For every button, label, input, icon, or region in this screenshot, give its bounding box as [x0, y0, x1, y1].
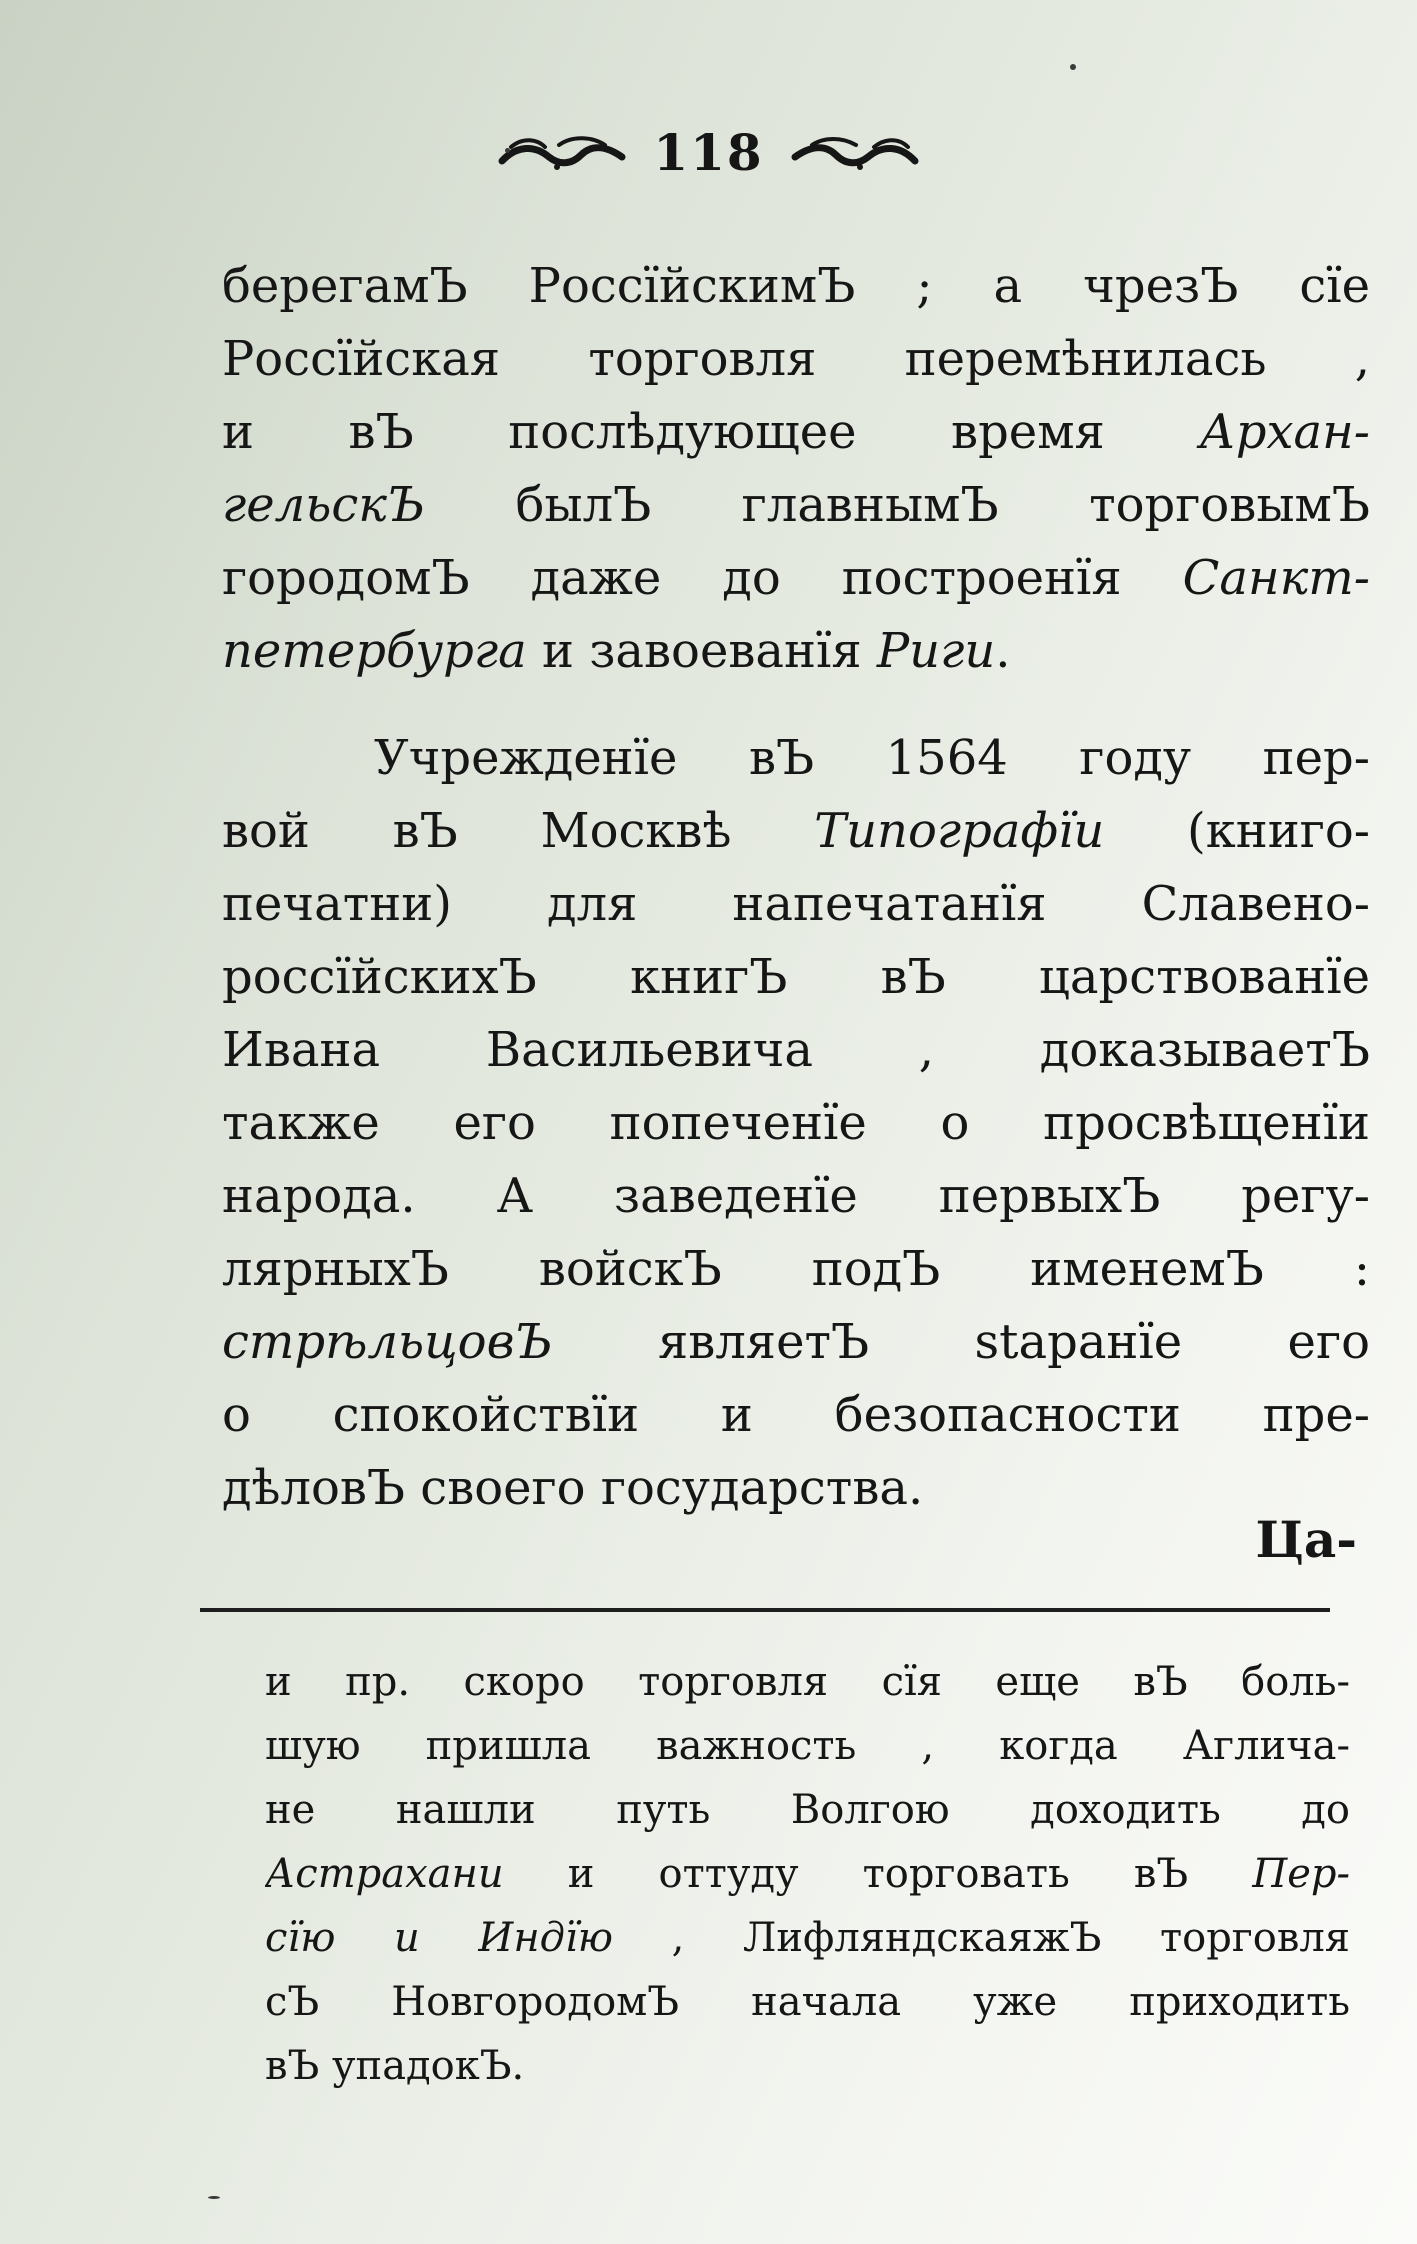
text-line: [222, 795, 1370, 868]
footnote-line: [265, 1970, 1350, 2034]
text-run: и завоеванїя: [526, 623, 877, 679]
text-run: и оттуду торговать вЪ: [503, 1851, 1253, 1897]
text-run: не нашли путь Волгою доходить до: [265, 1787, 1350, 1833]
text-line: [222, 868, 1370, 941]
text-line: [222, 250, 1370, 323]
footnote-line: [265, 1778, 1350, 1842]
paper-speck: [208, 2196, 220, 2199]
footnote-line: [265, 1906, 1350, 1970]
text-run: шую пришла важность , когда Агличa-: [265, 1723, 1350, 1769]
right-ornament-icon: [790, 131, 920, 173]
text-run: и вЪ послѣдующее время: [222, 404, 1200, 460]
page-number: 118: [653, 122, 764, 182]
text-run: о спокойствїи и безопасности пре-: [222, 1387, 1370, 1443]
text-run: .: [995, 623, 1011, 679]
text-run: являетЪ staранїе его: [552, 1314, 1370, 1370]
text-run: россїйскихЪ книгЪ вЪ царствованїе: [222, 949, 1370, 1005]
text-line: [222, 615, 1370, 688]
text-run: лярныхЪ войскЪ подЪ именемЪ :: [222, 1241, 1370, 1297]
text-run: Ивана Васильевича , доказываетЪ: [222, 1022, 1370, 1078]
text-run: городомЪ даже до построенїя: [222, 550, 1183, 606]
footnote-line: [265, 1650, 1350, 1714]
page-header: [0, 112, 1417, 192]
text-run: сїю и Индїю: [265, 1915, 614, 1961]
text-run: (книго-: [1104, 803, 1370, 859]
footnote-divider: [200, 1608, 1330, 1612]
text-run: также его попеченїе о просвѣщенїи: [222, 1095, 1370, 1151]
text-line: [222, 722, 1370, 795]
text-run: Россїйская торговля перемѣнилась ,: [222, 331, 1370, 387]
text-line: [222, 1233, 1370, 1306]
text-line: [222, 1306, 1370, 1379]
text-run: Риги: [876, 623, 996, 679]
text-run: берегамЪ РоссїйскимЪ ; а чрезЪ сїе: [222, 258, 1370, 314]
text-run: Типографїи: [814, 803, 1105, 859]
text-run: Учрежденїе вЪ 1564 году пер-: [374, 730, 1370, 786]
text-line: [222, 1014, 1370, 1087]
footnote-line: [265, 2034, 1350, 2098]
text-run: Архан-: [1199, 404, 1370, 460]
text-line: [222, 1087, 1370, 1160]
footnote-line: [265, 1842, 1350, 1906]
text-run: дѣловЪ своего государства.: [222, 1460, 924, 1516]
footnote-line: [265, 1714, 1350, 1778]
paragraph-gap: [222, 688, 1370, 722]
text-run: вой вЪ Москвѣ: [222, 803, 815, 859]
text-run: , ЛифляндскаяжЪ торговля: [613, 1915, 1350, 1961]
text-line: [222, 1452, 1370, 1525]
footnote: [265, 1650, 1350, 2098]
text-line: [222, 941, 1370, 1014]
paper-speck: [1070, 64, 1076, 70]
text-line: [222, 323, 1370, 396]
paper-speck: [505, 148, 510, 153]
text-run: печатни) для напечатанїя Славено-: [222, 876, 1370, 932]
left-ornament-icon: [497, 131, 627, 173]
main-text: [222, 250, 1370, 1525]
text-run: былЪ главнымЪ торговымЪ: [425, 477, 1370, 533]
text-run: Астрахани: [265, 1851, 504, 1897]
text-line: [222, 1379, 1370, 1452]
text-run: петербурга: [222, 623, 527, 679]
text-run: Санкт-: [1182, 550, 1370, 606]
text-run: стрѣльцовЪ: [222, 1314, 553, 1370]
text-run: гельскЪ: [222, 477, 426, 533]
text-line: [222, 396, 1370, 469]
text-run: вЪ упадокЪ.: [265, 2043, 525, 2089]
text-run: народа. А заведенїе первыхЪ регу-: [222, 1168, 1370, 1224]
text-run: Пер-: [1252, 1851, 1350, 1897]
text-line: [222, 542, 1370, 615]
text-run: и пр. скоро торговля сїя еще вЪ боль-: [265, 1659, 1350, 1705]
catchword: Ца-: [1255, 1510, 1357, 1569]
text-run: сЪ НовгородомЪ начала уже приходить: [265, 1979, 1350, 2025]
text-line: [222, 469, 1370, 542]
text-line: [222, 1160, 1370, 1233]
